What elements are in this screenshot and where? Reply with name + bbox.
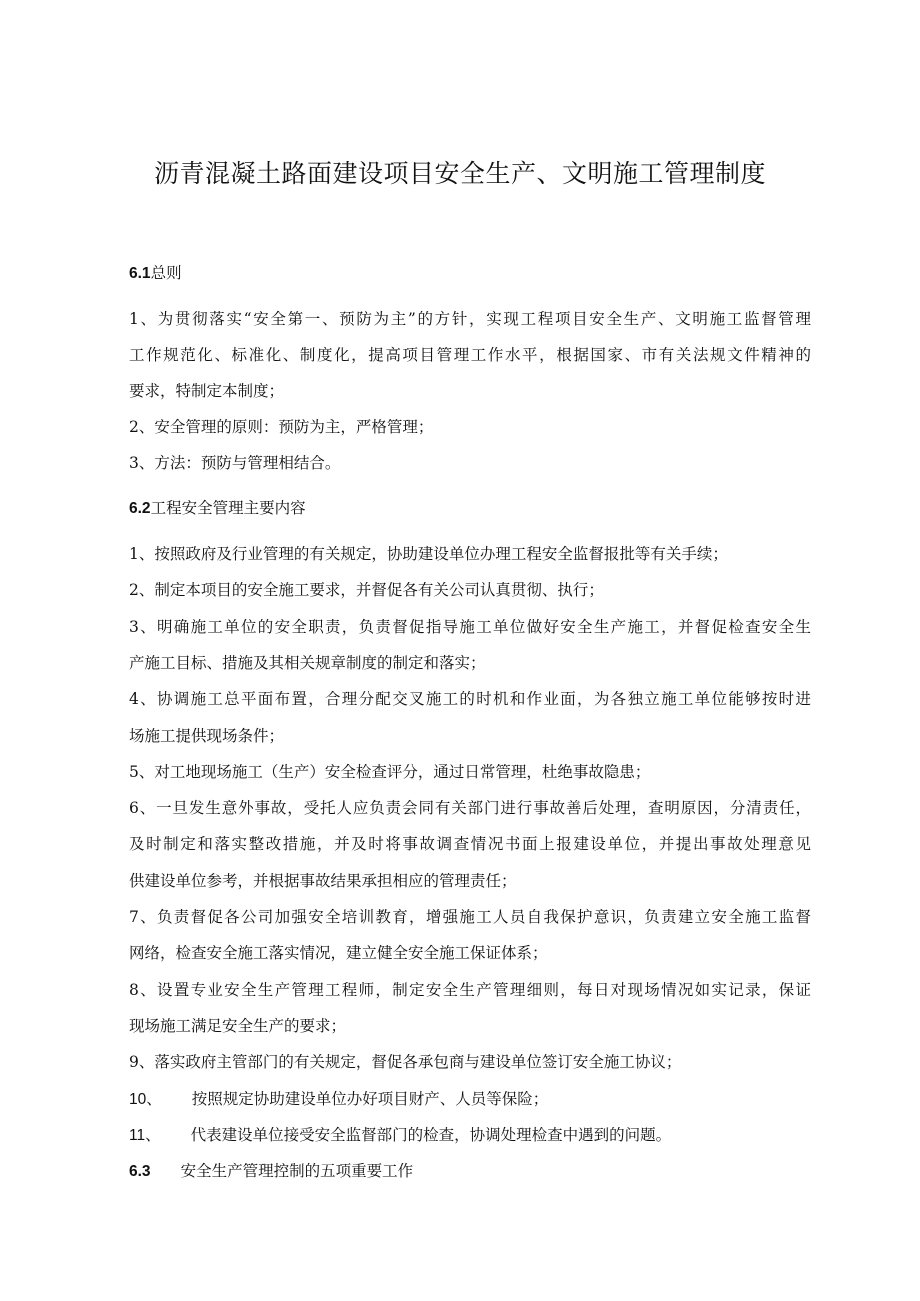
paragraph-line: 1、按照政府及行业管理的有关规定，协助建设单位办理工程安全监督报批等有关手续； [129,545,728,563]
section-label: 安全生产管理控制的五项重要工作 [180,1162,414,1180]
paragraph-line: 2、制定本项目的安全施工要求，并督促各有关公司认真贯彻、执行； [129,581,604,599]
section-heading-6-2 [129,496,306,521]
document-title: 沥青混凝土路面建设项目安全生产、文明施工管理制度 [153,159,766,188]
paragraph-line: 网络，检查安全施工落实情况，建立健全安全施工保证体系； [129,944,548,962]
list-number: 10、 [129,1091,162,1108]
paragraph-line: 2、安全管理的原则：预防为主，严格管理； [129,418,434,436]
section-label: 总则 [150,264,182,282]
paragraph-line: 及时制定和落实整改措施，并及时将事故调查情况书面上报建设单位，并提出事故处理意见 [129,835,811,853]
list-item-10 [129,1087,548,1112]
paragraph-line: 要求，特制定本制度； [129,382,285,400]
list-item-11 [129,1123,671,1148]
section-number: 6.2 [129,500,151,517]
section-number: 6.1 [129,265,151,282]
paragraph-line: 8、设置专业安全生产管理工程师，制定安全生产管理细则，每日对现场情况如实记录，保证 [129,981,811,999]
paragraph-line: 5、对工地现场施工（生产）安全检查评分，通过日常管理，杜绝事故隐患； [129,763,651,781]
paragraph-line: 7、负责督促各公司加强安全培训教育，增强施工人员自我保护意识，负责建立安全施工监督 [129,908,811,926]
paragraph-line: 3、明确施工单位的安全职责，负责督促指导施工单位做好安全生产施工，并督促检查安全生 [129,618,811,636]
paragraph-line: 9、落实政府主管部门的有关规定，督促各承包商与建设单位签订安全施工协议； [129,1053,682,1071]
list-text: 按照规定协助建设单位办好项目财产、人员等保险； [191,1090,549,1108]
list-text: 代表建设单位接受安全监督部门的检查，协调处理检查中遇到的问题。 [190,1126,672,1144]
list-number: 11、 [129,1127,161,1144]
section-heading-6-1 [129,261,182,286]
section-heading-6-3 [129,1159,413,1184]
paragraph-line: 6、一旦发生意外事故，受托人应负责会同有关部门进行事故善后处理，查明原因，分清责任， [129,799,811,817]
paragraph-line: 3、方法：预防与管理相结合。 [129,454,341,472]
section-number: 6.3 [129,1163,151,1180]
paragraph-line: 场施工提供现场条件； [129,727,285,745]
paragraph-line: 产施工目标、措施及其相关规章制度的制定和落实； [129,654,486,672]
section-label: 工程安全管理主要内容 [150,499,306,517]
paragraph-line: 1、为贯彻落实“安全第一、预防为主”的方针，实现工程项目安全生产、文明施工监督管理 [129,310,811,328]
paragraph-line: 工作规范化、标准化、制度化，提高项目管理工作水平，根据国家、市有关法规文件精神的 [129,346,811,364]
paragraph-line: 现场施工满足安全生产的要求； [129,1017,347,1035]
paragraph-line: 4、协调施工总平面布置，合理分配交叉施工的时机和作业面，为各独立施工单位能够按时进 [129,690,811,708]
paragraph-line: 供建设单位参考，并根据事故结果承担相应的管理责任； [129,872,517,890]
